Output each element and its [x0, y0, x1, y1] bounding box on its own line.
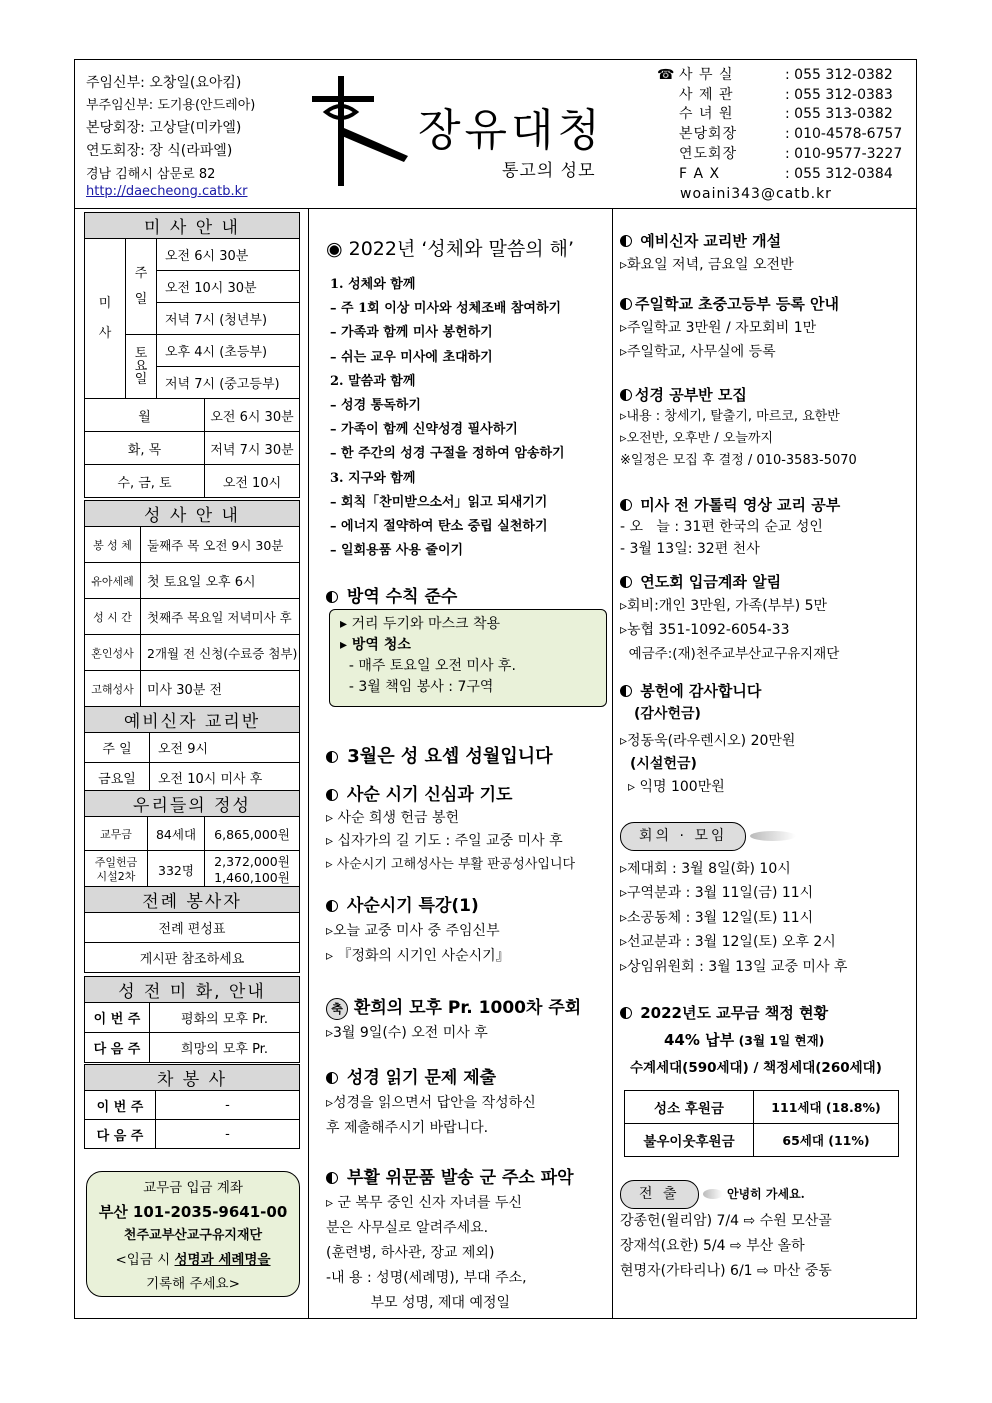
bible-section: 성경 읽기 문제 제출 ▹성경을 읽으면서 답안을 작성하신 후 제출해주시기 바랍니다.	[326, 1068, 536, 1136]
joseph-title: 3월은 성 요셉 성월입니다	[347, 746, 553, 767]
offering-amount: 2,372,000원 1,460,100원	[205, 851, 300, 889]
saturday-label: 토 요 일	[126, 335, 157, 399]
catechumen-title: 예비신자 교리반	[85, 707, 300, 733]
study-section: 성경 공부반 모집 ▹내용 : 창세기, 탈출기, 마르코, 요한반 ▹오전반, 오후반 / 오늘까지 ※일정은 모집 후 결정 / 010-3583-5070	[620, 386, 857, 468]
catechumen-day: 금요일	[85, 763, 150, 793]
thanks-section: 봉헌에 감사합니다 (감사헌금) ▹정동욱(라우렌시오) 20만원 (시설헌금) ▹ 익명 100만원	[620, 682, 796, 795]
homepage-link[interactable]: http://daecheong.catb.kr	[86, 184, 248, 199]
half-circle-icon	[620, 499, 632, 511]
year-section	[326, 234, 574, 563]
mass-time: 오전 6시 30분	[157, 239, 300, 271]
offering-count: 84세대	[148, 817, 205, 851]
celebrate-badge-icon: 축	[326, 998, 348, 1020]
transfer-pill: 전 출	[620, 1180, 699, 1209]
mass-time: 저녁 7시 (청년부)	[157, 303, 300, 335]
half-circle-icon	[620, 685, 632, 697]
clergy-row: 본당회장: 고상달(미카엘)	[86, 120, 242, 136]
sacrament-name: 성 시 간	[85, 599, 141, 635]
contact-row: 수 녀 원 : 055 313-0382	[679, 106, 893, 123]
army-section: 부활 위문품 발송 군 주소 파악 ▹ 군 복무 중인 신자 자녀를 두신 분은 사무실로 알려주세요. (훈련병, 하사관, 장교 제외) -내 용 : 성명(세례명), 부대 주소, 부모 성명, 제대 예정일	[326, 1168, 574, 1311]
column-divider-left	[308, 209, 309, 1319]
army-title: 부활 위문품 발송 군 주소 파악	[346, 1168, 574, 1188]
catechumen-open-section: 예비신자 교리반 개설 ▹화요일 저녁, 금요일 오전반	[620, 232, 794, 273]
contact-row: F A X : 055 312-0384	[679, 165, 893, 182]
offering-table	[84, 790, 300, 889]
liturgy-title: 전례 봉사자	[85, 887, 300, 913]
flowers-label: 이 번 주	[85, 1003, 150, 1033]
swoosh-icon	[703, 1189, 723, 1199]
pr-title: 환희의 모후 Pr. 1000차 주회	[353, 998, 582, 1018]
account-title: 교무금 입금 계좌	[143, 1180, 243, 1196]
offering-count: 332명	[148, 851, 205, 889]
clergy-row: 부주임신부: 도기용(안드레아)	[86, 97, 256, 113]
sunday-label: 주 일	[126, 239, 157, 335]
half-circle-icon	[326, 591, 338, 603]
joseph-section	[326, 742, 553, 768]
tea-title: 차 봉 사	[85, 1065, 300, 1091]
catechumen-table	[84, 706, 300, 793]
phone-icon: ☎	[657, 67, 675, 83]
half-circle-icon	[326, 900, 338, 912]
fund-name: 불우이웃후원금	[625, 1124, 754, 1157]
offering-name: 교무금	[85, 817, 148, 851]
mass-side-label: 미 사	[85, 239, 126, 399]
meeting-section	[620, 822, 847, 979]
tea-label: 다 음 주	[85, 1120, 156, 1149]
bulletin-subtitle: 통고의 성모	[502, 161, 596, 181]
donation-account-box	[86, 1171, 300, 1297]
catechumen-day: 주 일	[85, 733, 150, 763]
header-divider	[74, 208, 917, 209]
sacrament-value: 첫째주 목요일 저녁미사 후	[141, 599, 300, 635]
account-note-2: 기록해 주세요>	[146, 1276, 240, 1292]
contact-row: 사 제 관 : 055 312-0383	[679, 86, 893, 103]
catechumen-time: 오전 10시 미사 후	[150, 763, 300, 793]
mass-time: 오후 4시 (초등부)	[157, 335, 300, 367]
account-holder: 천주교부산교구유지재단	[123, 1228, 263, 1243]
weekday-time: 오전 6시 30분	[205, 399, 300, 432]
liturgy-row: 게시판 참조하세요	[85, 943, 300, 973]
liturgy-row: 전례 편성표	[85, 913, 300, 943]
quarantine-box: ▸ 거리 두기와 마스크 착용 ▸ 방역 청소 - 매주 토요일 오전 미사 후. - 3월 책임 봉사 : 7구역	[329, 609, 607, 707]
sacrament-name: 유아세례	[85, 563, 141, 599]
fund-table	[624, 1090, 899, 1157]
sacrament-value: 2개월 전 신청(수료증 첨부)	[141, 635, 300, 671]
sacraments-table	[84, 500, 300, 707]
half-circle-icon	[620, 235, 632, 247]
cross-logo-icon	[312, 70, 412, 190]
mass-table	[84, 212, 300, 498]
year-title: ◉ 2022년 ‘성체와 말씀의 해’	[326, 238, 575, 260]
contact-list	[657, 66, 902, 184]
contact-row: ☎ 사 무 실 : 055 312-0382	[657, 66, 902, 86]
lent-section: 사순 시기 신심과 기도 ▹ 사순 희생 헌금 봉헌 ▹ 십자가의 길 기도 : 주일 교중 미사 후 ▹ 사순시기 고해성사는 부활 판공성사입니다	[326, 785, 576, 872]
weekday-time: 저녁 7시 30분	[205, 432, 300, 465]
column-divider-right	[612, 209, 613, 1319]
offering-name: 주일헌금 시설2차	[85, 851, 148, 889]
tea-value: -	[156, 1120, 300, 1149]
sacrament-value: 첫 토요일 오후 6시	[141, 563, 300, 599]
sacrament-name: 고해성사	[85, 671, 141, 707]
fund-section: 2022년도 교무금 책정 현황 44% 납부 (3월 1일 현재) 수계세대(590세대) / 책정세대(260세대)	[620, 1000, 882, 1082]
flowers-title: 성 전 미 화, 안내	[85, 977, 300, 1003]
half-circle-icon	[620, 1007, 632, 1019]
clergy-list	[86, 72, 255, 162]
address: 경남 김해시 삼문로 82	[86, 167, 216, 182]
half-circle-icon	[620, 298, 632, 310]
half-circle-icon	[326, 1072, 338, 1084]
sacrament-name: 봉 성 체	[85, 527, 141, 563]
year-list: 1. 성체와 함께 – 주 1회 이상 미사와 성체조배 참여하기 – 가족과 함께 미사 봉헌하기 – 쉬는 교우 미사에 초대하기 2. 말씀과 함께 – 성경 통독하기 – 가족이 함께 신약성경 필사하기 – 한 주간의 성경 구절을 정하여 암송하기 3. 지구와 함께 – 회칙「찬미받으소서」읽고 되새기기 – 에너지 절약하여 탄소 중립 실천하기 – 일회용품 사용 줄이기	[330, 277, 565, 559]
fund-value: 111세대 (18.8%)	[754, 1091, 899, 1124]
sacrament-value: 미사 30분 전	[141, 671, 300, 707]
yeondo-section: 연도회 입금계좌 알림 ▹회비:개인 3만원, 가족(부부) 5만 ▹농협 351-1092-6054-33 예금주:(재)천주교부산교구유지재단	[620, 573, 840, 662]
lent-title: 사순 시기 신심과 기도	[346, 785, 513, 805]
weekday-time: 오전 10시	[205, 465, 300, 498]
video-section: 미사 전 가톨릭 영상 교리 공부 - 오 늘 : 31편 한국의 순교 성인 - 3월 13일: 32편 천사	[620, 496, 841, 557]
mass-time: 저녁 7시 (중고등부)	[157, 367, 300, 399]
half-circle-icon	[620, 576, 632, 588]
bible-title: 성경 읽기 문제 제출	[346, 1068, 497, 1088]
fund-name: 성소 후원금	[625, 1091, 754, 1124]
weekday: 수, 금, 토	[85, 465, 205, 498]
lecture-title: 사순시기 특강(1)	[346, 896, 479, 916]
mass-time: 오전 10시 30분	[157, 271, 300, 303]
lecture-section: 사순시기 특강(1) ▹오늘 교중 미사 중 주임신부 ▹ 『정화의 시기인 사순시기』	[326, 896, 510, 964]
account-number: 부산 101-2035-9641-00	[98, 1203, 288, 1221]
half-circle-icon	[326, 789, 338, 801]
pr-section: 축 환희의 모후 Pr. 1000차 주회 ▹3월 9일(수) 오전 미사 후	[326, 998, 582, 1041]
half-circle-icon	[326, 1172, 338, 1184]
tea-value: -	[156, 1091, 300, 1120]
sacraments-title: 성 사 안 내	[85, 501, 300, 527]
flowers-table	[84, 976, 300, 1063]
meeting-list: ▹제대회 : 3월 8일(화) 10시 ▹구역분과 : 3월 11일(금) 11시 ▹소공동체 : 3월 12일(토) 11시 ▹선교분과 : 3월 12일(토) 오후 2시 ▹상임위원회 : 3월 13일 교중 미사 후	[620, 860, 848, 975]
school-section: 주일학교 초중고등부 등록 안내 ▹주일학교 3만원 / 자모회비 1만 ▹주일학교, 사무실에 등록	[620, 295, 840, 360]
catechumen-time: 오전 9시	[150, 733, 300, 763]
tea-table	[84, 1064, 300, 1149]
sacrament-name: 혼인성사	[85, 635, 141, 671]
clergy-row: 연도회장: 장 식(라파엘)	[86, 142, 233, 159]
email[interactable]: woaini343@catb.kr	[680, 186, 832, 202]
sacrament-value: 둘째주 목 오전 9시 30분	[141, 527, 300, 563]
flowers-label: 다 음 주	[85, 1033, 150, 1063]
offering-title: 우리들의 정성	[85, 791, 300, 817]
weekday: 월	[85, 399, 205, 432]
offering-amount: 6,865,000원	[205, 817, 300, 851]
half-circle-icon	[326, 751, 338, 763]
half-circle-icon	[620, 389, 632, 401]
mass-title: 미 사 안 내	[85, 213, 300, 239]
bulletin-title: 장유대청	[418, 105, 605, 156]
swoosh-icon	[750, 831, 796, 841]
contact-row: 본당회장 : 010-4578-6757	[679, 126, 903, 143]
flowers-value: 희망의 모후 Pr.	[150, 1033, 300, 1063]
account-note: <입금 시 성명과 세례명을	[115, 1252, 271, 1268]
weekday: 화, 목	[85, 432, 205, 465]
fund-value: 65세대 (11%)	[754, 1124, 899, 1157]
quarantine-section	[326, 582, 457, 607]
clergy-row: 주임신부: 오창일(요아킴)	[86, 75, 242, 91]
address-block	[86, 166, 247, 200]
liturgy-table	[84, 886, 300, 973]
quarantine-title: 방역 수칙 준수	[346, 587, 458, 607]
tea-label: 이 번 주	[85, 1091, 156, 1120]
meeting-pill: 회의 · 모임	[620, 822, 746, 851]
contact-row: 연도회장 : 010-9577-3227	[679, 145, 903, 162]
transfer-section: 전 출 안녕히 가세요. 강종헌(윌리암) 7/4 ⇨ 수원 모산골 장재석(요한) 5/4 ⇨ 부산 올하 현명자(가타리나) 6/1 ⇨ 마산 중동	[620, 1180, 832, 1284]
flowers-value: 평화의 모후 Pr.	[150, 1003, 300, 1033]
farewell-text: 안녕히 가세요.	[726, 1187, 805, 1201]
